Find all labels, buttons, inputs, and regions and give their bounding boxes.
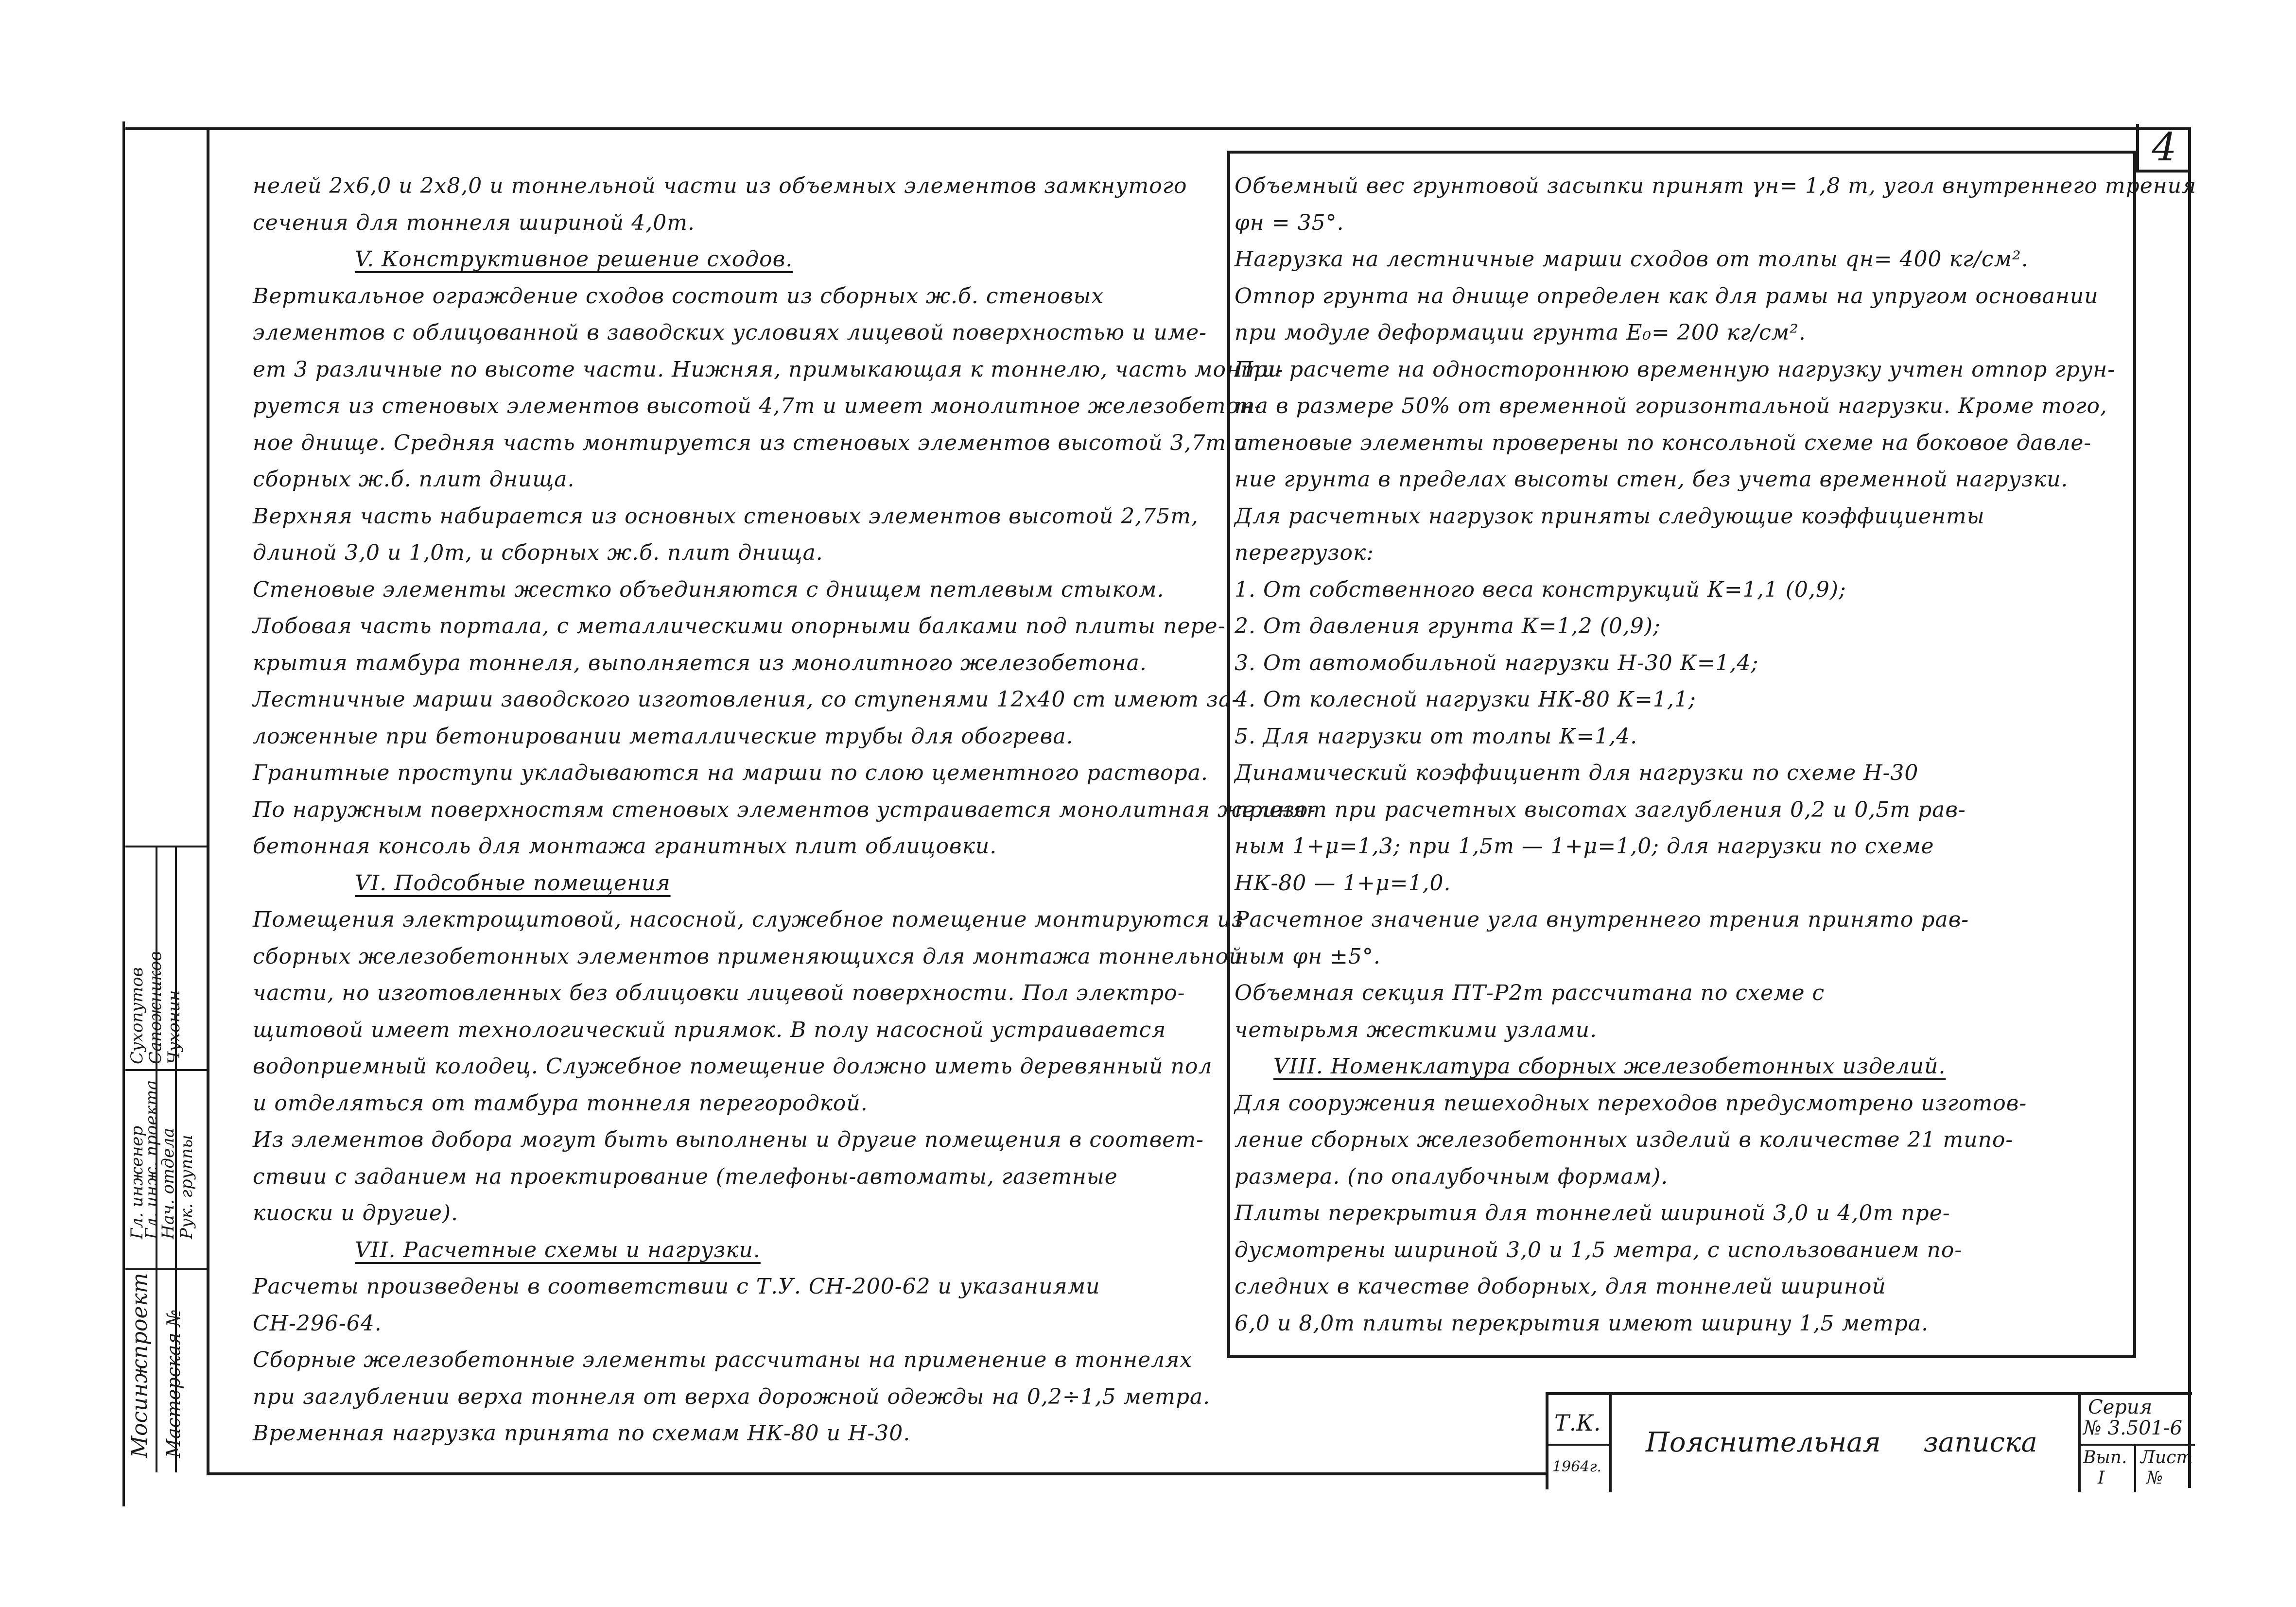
text-line [253, 1048, 1213, 1085]
line-text: Стеновые элементы жестко объединяются с днищем петлевым стыком. [253, 577, 1165, 602]
text-line [253, 828, 1157, 865]
text-line [253, 792, 1316, 829]
tb-sheet-value: № [2146, 1468, 2163, 1488]
text-line [253, 461, 1157, 498]
text-line [253, 425, 1248, 462]
title-block [1546, 1392, 2192, 1489]
line-text: Объемная секция ПТ-Р2т рассчитана по схеме с [1235, 981, 1825, 1005]
text-line [1235, 425, 2129, 462]
text-line [253, 571, 1165, 608]
text-line [1235, 608, 2129, 645]
text-line [253, 168, 1187, 205]
stamp-dept: Мастерская № [163, 1309, 184, 1458]
text-line [1235, 901, 2129, 938]
line-text: и отделяться от тамбура тоннеля перегородкой. [253, 1090, 868, 1116]
line-text: части, но изготовленных без облицовки лицевой поверхности. Пол электро- [253, 981, 1185, 1005]
text-line [253, 1158, 1157, 1195]
line-text: Лестничные марши заводского изготовления, со ступенями 12х40 ст имеют за- [253, 687, 1240, 712]
text-line [253, 1379, 1211, 1416]
tb-divider [2078, 1444, 2195, 1446]
line-text: ным φн ±5°. [1235, 944, 1381, 969]
line-text: Сборные железобетонные элементы рассчитаны на применение в тоннелях [253, 1348, 1193, 1372]
text-line [1235, 1158, 2129, 1195]
line-text: нелей 2х6,0 и 2х8,0 и тоннельной части из объемных элементов замкнутого [253, 173, 1187, 198]
drawing-frame-bottom [207, 1472, 1546, 1475]
line-text: ние грунта в пределах высоты стен, без учета временной нагрузки. [1235, 467, 2069, 492]
line-text: ложенные при бетонировании металлические трубы для обогрева. [253, 724, 1074, 749]
line-text: ным 1+μ=1,3; при 1,5т — 1+μ=1,0; для нагрузки по схеме [1235, 834, 1934, 859]
line-text: щитовой имеет технологический приямок. В полу насосной устраивается [253, 1017, 1166, 1042]
line-text: Вертикальное ограждение сходов состоит из сборных ж.б. стеновых [253, 283, 1104, 309]
line-text: Помещения электрощитовой, насосной, служебное помещение монтируются из [253, 907, 1244, 932]
text-line [1235, 388, 2129, 425]
line-text: сборных железобетонных элементов применяющихся для монтажа тоннельной [253, 944, 1243, 969]
strip-divider [125, 1069, 208, 1071]
drawing-frame-left [122, 121, 125, 1506]
tb-year: 1964г. [1552, 1458, 1602, 1475]
text-line [253, 1268, 1157, 1305]
line-text: 6,0 и 8,0т плиты перекрытия имеют ширину 1,5 метра. [1235, 1311, 1929, 1336]
line-text: Расчетное значение угла внутреннего трения принято рав- [1235, 907, 1969, 932]
line-text: следних в качестве доборных, для тоннелей шириной [1235, 1274, 1886, 1299]
line-text: та в размере 50% от временной горизонтальной нагрузки. Кроме того, [1235, 394, 2108, 418]
stamp-name: Чухонин [164, 990, 184, 1064]
tb-divider [1548, 1444, 1612, 1446]
text-line [1235, 278, 2129, 315]
text-line [1235, 792, 2129, 829]
text-line [1235, 865, 2129, 902]
line-text: бетонная консоль для монтажа гранитных плит облицовки. [253, 834, 997, 859]
text-line [1235, 461, 2129, 498]
line-text: V. Конструктивное решение сходов. [355, 247, 793, 272]
line-text: дусмотрены шириной 3,0 и 1,5 метра, с использованием по- [1235, 1237, 1963, 1262]
text-line [1235, 1268, 2129, 1305]
text-line [1235, 314, 2129, 351]
line-text: Гранитные проступи укладываются на марши по слою цементного раствора. [253, 760, 1208, 785]
line-text: ление сборных железобетонных изделий в количестве 21 типо- [1235, 1127, 2014, 1152]
strip-divider [125, 846, 208, 847]
line-text: ет 3 различные по высоте части. Нижняя, примыкающая к тоннелю, часть монти- [253, 357, 1284, 382]
line-text: сборных ж.б. плит днища. [253, 467, 575, 492]
line-text: Нагрузка на лестничные марши сходов от толпы qн= 400 кг/см². [1235, 247, 2029, 272]
stamp-org: Мосинжпроект [127, 1273, 152, 1458]
text-line [1235, 535, 2129, 571]
text-line [253, 1195, 1157, 1232]
line-text: При расчете на одностороннюю временную нагрузку учтен отпор грун- [1235, 357, 2116, 382]
line-text: Лобовая часть портала, с металлическими опорными балками под плиты пере- [253, 614, 1226, 639]
strip-divider [125, 1268, 208, 1270]
text-line [253, 1085, 1157, 1122]
tb-sheet-label: Лист [2140, 1448, 2193, 1468]
text-line [1235, 168, 2197, 205]
line-text: длиной 3,0 и 1,0т, и сборных ж.б. плит днища. [253, 540, 823, 565]
drawing-frame-right [2188, 127, 2191, 1488]
text-line [1235, 205, 2129, 242]
stamp-name: Сухопутов [127, 967, 147, 1064]
stamp-row: Гл. инж. проекта [142, 1080, 161, 1239]
text-line [1235, 718, 2129, 755]
line-text: Верхняя часть набирается из основных стеновых элементов высотой 2,75т, [253, 503, 1199, 529]
line-text: Отпор грунта на днище определен как для рамы на упругом основании [1235, 283, 2099, 309]
line-text: Плиты перекрытия для тоннелей шириной 3,0 и 4,0т пре- [1235, 1201, 1950, 1226]
line-text: Динамический коэффициент для нагрузки по схеме Н-30 [1235, 760, 1919, 785]
line-text: НК-80 — 1+μ=1,0. [1235, 870, 1451, 896]
line-text: при модуле деформации грунта Е₀= 200 кг/см². [1235, 320, 1806, 345]
text-line [1235, 1122, 2129, 1158]
text-line [253, 314, 1207, 351]
line-text: ствии с заданием на проектирование (телефоны-автоматы, газетные [253, 1164, 1118, 1189]
text-line [253, 1122, 1204, 1158]
text-line [253, 938, 1243, 975]
tb-divider [2134, 1444, 2136, 1492]
text-line [1235, 1232, 2129, 1269]
section-heading [1235, 1048, 2129, 1085]
line-text: при заглублении верха тоннеля от верха дорожной одежды на 0,2÷1,5 метра. [253, 1384, 1211, 1409]
line-text: Для сооружения пешеходных переходов предусмотрено изготов- [1235, 1090, 2027, 1116]
section-heading [253, 1232, 1157, 1269]
line-text: По наружным поверхностям стеновых элементов устраивается монолитная железо- [253, 797, 1316, 822]
line-text: СН-296-64. [253, 1311, 382, 1336]
line-text: элементов с облицованной в заводских условиях лицевой поверхностью и име- [253, 320, 1207, 345]
line-text: четырьмя жесткими узлами. [1235, 1017, 1598, 1042]
line-text: Объемный вес грунтовой засыпки принят γн= 1,8 т, угол внутреннего трения [1235, 173, 2197, 198]
line-text: 4. От колесной нагрузки НК-80 К=1,1; [1235, 687, 1696, 712]
tb-series-label: Серия [2088, 1396, 2153, 1418]
drawing-frame-top [125, 127, 2191, 130]
line-text: Из элементов добора могут быть выполнены и другие помещения в соответ- [253, 1127, 1204, 1152]
tb-series-value: № 3.501-6 [2083, 1417, 2183, 1439]
line-text: крытия тамбура тоннеля, выполняется из монолитного железобетона. [253, 650, 1147, 675]
line-text: 3. От автомобильной нагрузки Н-30 К=1,4; [1235, 650, 1759, 675]
line-text: сечения для тоннеля шириной 4,0т. [253, 210, 695, 235]
text-line [253, 1305, 1157, 1342]
text-line [253, 1415, 1157, 1452]
line-text: руется из стеновых элементов высотой 4,7т и имеет монолитное железобетон- [253, 394, 1262, 418]
line-text: 1. От собственного веса конструкций К=1,1 (0,9); [1235, 577, 1846, 602]
line-text: φн = 35°. [1235, 210, 1344, 235]
text-line [253, 1012, 1166, 1049]
tb-title: Пояснительная записка [1646, 1427, 2037, 1458]
stamp-row: Рук. группы [177, 1135, 196, 1239]
line-text: Расчеты произведены в соответствии с Т.У. СН-200-62 и указаниями [253, 1274, 1100, 1299]
text-line [1235, 1305, 2129, 1342]
text-line [253, 205, 1157, 242]
text-line [1235, 351, 2129, 388]
text-line [253, 645, 1157, 682]
text-line [1235, 681, 2129, 718]
text-line [253, 351, 1284, 388]
text-line [253, 681, 1240, 718]
text-line [253, 278, 1157, 315]
text-line [1235, 828, 2129, 865]
text-line [1235, 571, 2129, 608]
page-number: 4 [2136, 124, 2190, 173]
text-line [1235, 975, 2129, 1012]
text-line [253, 608, 1226, 645]
line-text: 5. Для нагрузки от толпы К=1,4. [1235, 724, 1638, 749]
inner-frame-left [207, 127, 209, 1473]
line-text: размера. (по опалубочным формам). [1235, 1164, 1669, 1189]
tb-issue-value: I [2098, 1468, 2105, 1488]
text-line [253, 901, 1244, 938]
text-line [1235, 1012, 2129, 1049]
line-text: водоприемный колодец. Служебное помещение должно иметь деревянный пол [253, 1054, 1213, 1079]
text-line [253, 755, 1208, 792]
text-line [1235, 755, 2129, 792]
line-text: VII. Расчетные схемы и нагрузки. [355, 1237, 761, 1262]
text-line [1235, 1085, 2129, 1122]
section-heading [253, 241, 1157, 278]
line-text: киоски и другие). [253, 1201, 459, 1226]
text-line [253, 1342, 1193, 1379]
line-text: перегрузок: [1235, 540, 1374, 565]
line-text: VI. Подсобные помещения [355, 870, 671, 896]
line-text: принят при расчетных высотах заглубления 0,2 и 0,5т рав- [1235, 797, 1966, 822]
text-line [253, 975, 1185, 1012]
text-line [1235, 645, 2129, 682]
text-line [1235, 498, 2129, 535]
stamp-name: Сапожников [146, 951, 165, 1064]
line-text: Для расчетных нагрузок приняты следующие коэффициенты [1235, 503, 1985, 529]
stamp-row: Гл. инженер [127, 1125, 147, 1239]
stamp-row: Нач. отдела [158, 1128, 178, 1239]
right-text-column [1235, 168, 2197, 1342]
line-text: ное днище. Средняя часть монтируется из стеновых элементов высотой 3,7т и [253, 430, 1248, 455]
text-line [1235, 938, 2129, 975]
tb-code: Т.К. [1554, 1410, 1601, 1436]
text-line [253, 498, 1199, 535]
text-line [253, 718, 1157, 755]
line-text: Временная нагрузка принята по схемам НК-80 и Н-30. [253, 1421, 911, 1446]
text-line [1235, 241, 2129, 278]
line-text: VIII. Номенклатура сборных железобетонных изделий. [1273, 1054, 1946, 1079]
text-line [253, 535, 1157, 571]
text-line [253, 388, 1262, 425]
text-line [1235, 1195, 2129, 1232]
section-heading [253, 865, 1157, 902]
line-text: стеновые элементы проверены по консольной схеме на боковое давле- [1235, 430, 2092, 455]
tb-issue-label: Вып. [2083, 1448, 2127, 1468]
line-text: 2. От давления грунта К=1,2 (0,9); [1235, 614, 1661, 639]
